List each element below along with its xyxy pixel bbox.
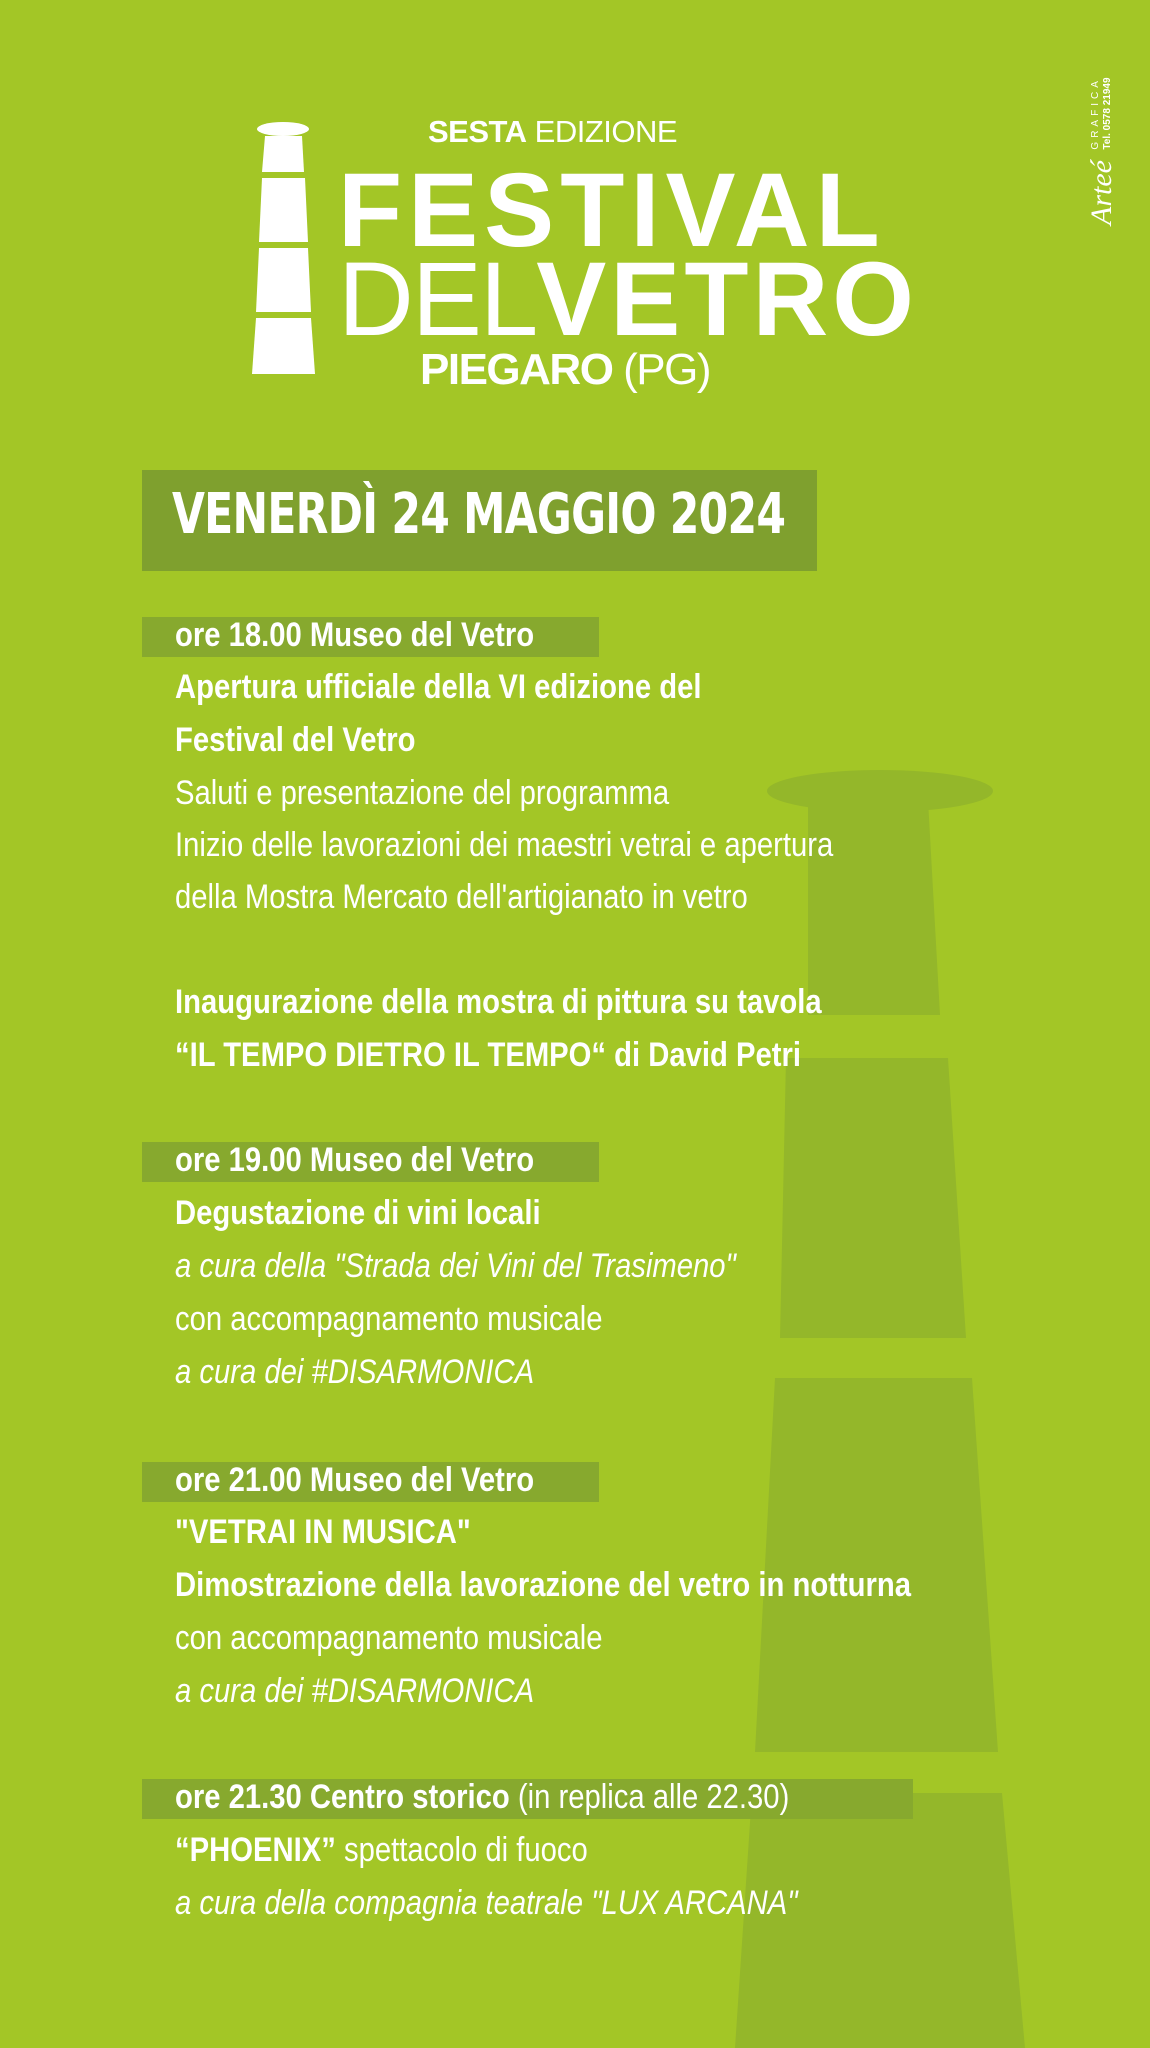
event-title: “IL TEMPO DIETRO IL TEMPO“ di David Petri [175,1036,802,1074]
event-line: della Mostra Mercato dell'artigianato in vetro [175,878,748,916]
credit-brand: Arteé [1085,160,1118,225]
event-line: con accompagnamento musicale [175,1300,603,1338]
event-title: “PHOENIX” spettacolo di fuoco [175,1831,588,1869]
place-label: PIEGARO (PG) [420,345,711,394]
event-title: Festival del Vetro [175,721,416,759]
event-line: a cura della compagnia teatrale "LUX ARCANA" [175,1884,798,1922]
event-time: ore 21.30 Centro storico (in replica alle 22.30) [175,1778,790,1816]
edition-label: SESTA EDIZIONE [428,114,678,149]
event-time: ore 18.00 Museo del Vetro [175,616,535,654]
event-title: Inaugurazione della mostra di pittura su tavola [175,983,822,1021]
event-title: Dimostrazione della lavorazione del vetro in notturna [175,1566,912,1604]
event-line: a cura dei #DISARMONICA [175,1353,535,1391]
event-title: Degustazione di vini locali [175,1194,541,1232]
festival-title: FESTIVAL [338,152,886,269]
event-time: ore 21.00 Museo del Vetro [175,1461,535,1499]
event-title: "VETRAI IN MUSICA" [175,1513,471,1551]
event-line: a cura dei #DISARMONICA [175,1672,535,1710]
delvetro-title: DELVETRO [338,241,918,358]
credit-phone: Tel. 0578 21949 [1102,77,1113,150]
credit-label: GRAFICA [1090,77,1101,150]
event-line: Inizio delle lavorazioni dei maestri vetrai e apertura [175,826,834,864]
event-line: Saluti e presentazione del programma [175,774,670,812]
glass-chimney-logo-icon [250,120,320,380]
design-credit [1085,77,1119,225]
event-line: con accompagnamento musicale [175,1619,603,1657]
event-title: Apertura ufficiale della VI edizione del [175,668,702,706]
event-line: a cura della "Strada dei Vini del Trasimeno" [175,1247,736,1285]
event-date: VENERDÌ 24 MAGGIO 2024 [172,482,786,547]
date-banner [142,470,817,571]
event-time: ore 19.00 Museo del Vetro [175,1141,535,1179]
